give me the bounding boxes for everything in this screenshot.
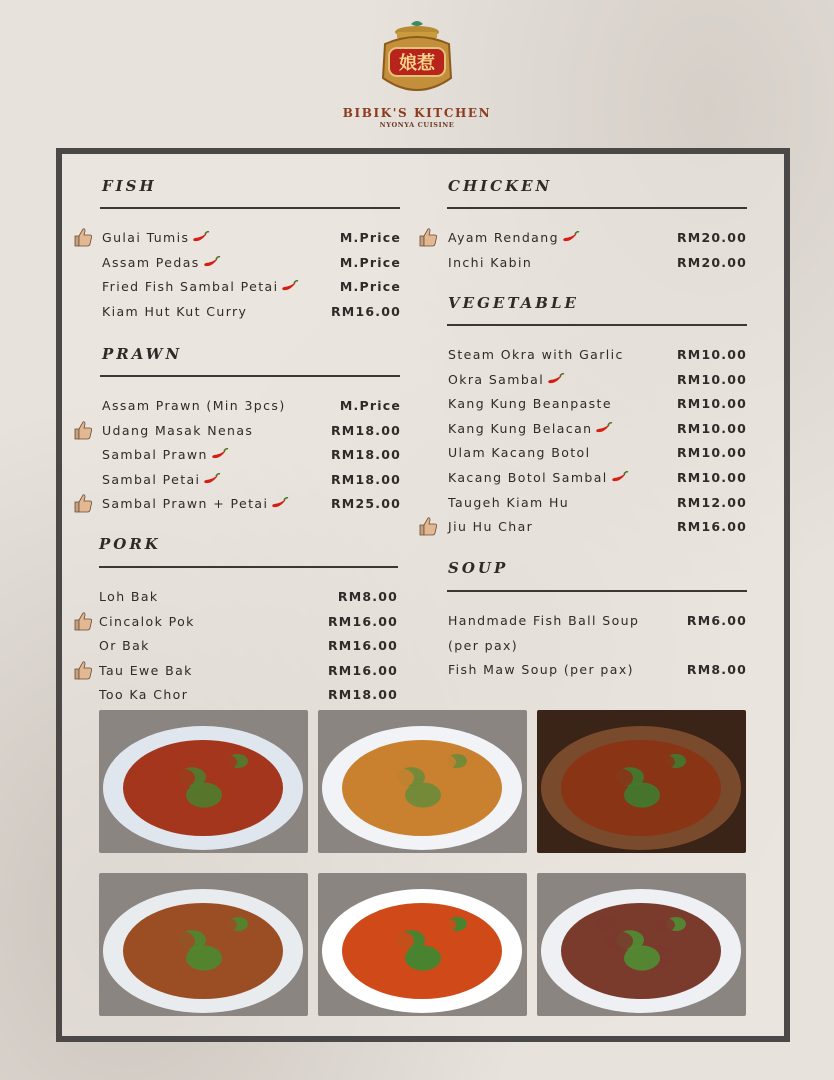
dish-photo-okra-sambal [99, 710, 308, 853]
menu-item [102, 423, 401, 443]
menu-item-price: M.Price [339, 279, 401, 295]
menu-item [448, 519, 747, 539]
menu-item-price: RM16.00 [676, 519, 747, 535]
menu-item-name: Inchi Kabin [448, 255, 533, 270]
menu-item-price: RM10.00 [676, 470, 747, 485]
menu-item [99, 589, 398, 609]
menu-item-name: Assam Pedas [102, 255, 221, 270]
dish-photo-sambal-prawn [99, 873, 308, 1016]
menu-item-name: (per pax) [448, 637, 519, 653]
menu-item-name: Jiu Hu Char [448, 519, 534, 535]
section-title-soup: SOUP [448, 559, 509, 577]
chili-pepper-icon [192, 231, 210, 243]
clay-pot-logo-icon [367, 18, 467, 104]
menu-item-name: Too Ka Chor [99, 687, 189, 702]
menu-item [102, 230, 401, 250]
dish-photo-ayam-rendang [537, 710, 746, 853]
menu-item-name: Okra Sambal [448, 372, 565, 387]
chili-pepper-icon [203, 473, 221, 485]
menu-item-name: Sambal Petai [102, 472, 221, 487]
section-rule [100, 375, 400, 377]
menu-item-name: Handmade Fish Ball Soup [448, 613, 640, 628]
restaurant-logo [0, 18, 834, 108]
thumbs-up-icon [417, 226, 439, 248]
thumbs-up-icon [72, 226, 94, 248]
menu-item-price: RM16.00 [327, 638, 398, 653]
section-title-chicken: CHICKEN [448, 177, 553, 195]
menu-item-name: Assam Prawn (Min 3pcs) [102, 398, 286, 413]
menu-item-price: RM20.00 [676, 230, 747, 245]
chili-pepper-icon [203, 256, 221, 268]
menu-item-name: Loh Bak [99, 589, 159, 604]
menu-item-name: Steam Okra with Garlic [448, 347, 624, 362]
menu-item [448, 445, 747, 465]
menu-item-price: RM10.00 [676, 347, 747, 362]
menu-item-price: RM25.00 [330, 496, 401, 511]
menu-item [102, 496, 401, 516]
menu-item-price: RM12.00 [676, 494, 747, 510]
menu-item-price: RM8.00 [337, 589, 398, 604]
thumbs-up-icon [417, 515, 439, 537]
menu-item-name: Tau Ewe Bak [99, 662, 193, 678]
menu-item [448, 396, 747, 416]
menu-item-price: RM10.00 [676, 445, 747, 461]
menu-item-price: RM10.00 [676, 420, 747, 436]
menu-item-price: RM10.00 [676, 371, 747, 387]
menu-item-name: Kang Kung Beanpaste [448, 396, 612, 412]
chili-pepper-icon [281, 280, 299, 292]
chili-pepper-icon [611, 471, 629, 483]
menu-item-price: RM10.00 [676, 396, 747, 412]
section-rule [100, 207, 400, 209]
svg-text:娘惹: 娘惹 [399, 53, 435, 74]
menu-item-name: Taugeh Kiam Hu [448, 494, 570, 510]
section-rule [447, 324, 747, 326]
menu-item-name: Cincalok Pok [99, 613, 195, 629]
menu-item-price: RM6.00 [686, 613, 747, 628]
menu-item [448, 255, 747, 275]
chili-pepper-icon [547, 373, 565, 385]
section-title-pork: PORK [99, 535, 161, 553]
chili-pepper-icon [271, 497, 289, 509]
section-title-fish: FISH [102, 177, 157, 195]
menu-item-price: RM18.00 [330, 422, 401, 438]
menu-item [99, 614, 398, 634]
menu-item-name: Kang Kung Belacan [448, 421, 613, 436]
menu-item-name: Sambal Prawn [102, 447, 229, 462]
section-title-prawn: PRAWN [102, 345, 183, 363]
menu-item-name: Kacang Botol Sambal [448, 470, 629, 485]
menu-item [102, 255, 401, 275]
restaurant-tagline: NYONYA CUISINE [379, 121, 455, 129]
section-rule [447, 207, 747, 209]
menu-item-price: RM18.00 [327, 687, 398, 702]
thumbs-up-icon [72, 492, 94, 514]
menu-item-name: Gulai Tumis [102, 230, 210, 245]
menu-item-price: RM8.00 [686, 662, 747, 677]
menu-item-price: RM20.00 [676, 255, 747, 270]
thumbs-up-icon [72, 659, 94, 681]
menu-item-name: Or Bak [99, 638, 150, 653]
menu-item [102, 279, 401, 299]
chili-pepper-icon [595, 422, 613, 434]
dish-photo-cincalok-pok [537, 873, 746, 1016]
menu-item-price: RM18.00 [330, 447, 401, 462]
menu-item [99, 663, 398, 683]
menu-item-price: RM16.00 [330, 303, 401, 319]
menu-item-price: RM16.00 [327, 662, 398, 678]
section-title-vegetable: VEGETABLE [448, 294, 579, 312]
menu-item-price: M.Price [339, 254, 401, 270]
menu-item [448, 421, 747, 441]
menu-item [448, 613, 747, 633]
section-rule [447, 590, 747, 592]
menu-item [99, 638, 398, 658]
menu-item-name: Fried Fish Sambal Petai [102, 279, 299, 294]
menu-item [102, 398, 401, 418]
menu-item-name: Ulam Kacang Botol [448, 445, 591, 461]
menu-item-name: Fish Maw Soup (per pax) [448, 662, 634, 677]
thumbs-up-icon [72, 610, 94, 632]
menu-item [448, 347, 747, 367]
chili-pepper-icon [562, 231, 580, 243]
menu-item-price: RM18.00 [330, 471, 401, 487]
restaurant-name: BIBIK'S KITCHEN [342, 106, 492, 120]
section-rule [99, 566, 398, 568]
dish-photo-jiu-hu-char [318, 710, 527, 853]
menu-item-name: Kiam Hut Kut Curry [102, 303, 248, 319]
menu-item [102, 447, 401, 467]
menu-item [448, 230, 747, 250]
menu-item-price: RM16.00 [327, 613, 398, 629]
menu-item [448, 662, 747, 682]
menu-item-name: Sambal Prawn + Petai [102, 496, 289, 511]
chili-pepper-icon [211, 448, 229, 460]
menu-item [99, 687, 398, 707]
thumbs-up-icon [72, 419, 94, 441]
menu-item [448, 372, 747, 392]
menu-item-name: Ayam Rendang [448, 230, 580, 245]
menu-item [448, 470, 747, 490]
menu-item [102, 304, 401, 324]
menu-item-name: Udang Masak Nenas [102, 422, 254, 438]
menu-item-price: M.Price [339, 398, 401, 413]
menu-item [448, 495, 747, 515]
dish-photo-udang-masak-nenas [318, 873, 527, 1016]
menu-item-price: M.Price [339, 230, 401, 245]
menu-item [448, 638, 747, 658]
menu-item [102, 472, 401, 492]
